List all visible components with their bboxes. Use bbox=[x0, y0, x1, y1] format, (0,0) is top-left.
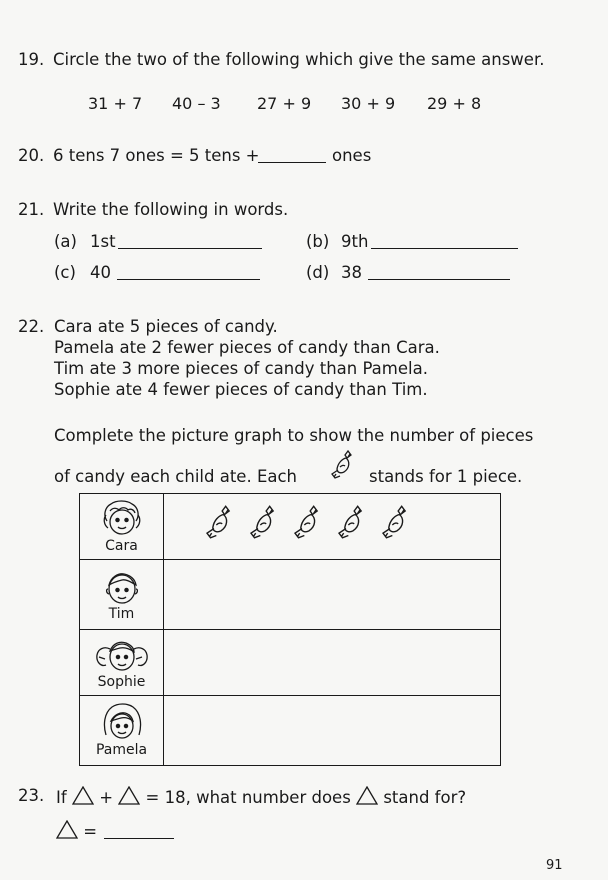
q23-if: If bbox=[56, 788, 67, 807]
triangle-icon bbox=[118, 786, 140, 805]
q21c-answer-blank[interactable] bbox=[117, 265, 260, 280]
candy-icon bbox=[204, 504, 238, 550]
q23-number: 23. bbox=[18, 786, 45, 805]
triangle-icon bbox=[356, 786, 378, 805]
q23-answer-eq: = bbox=[83, 822, 98, 841]
q23-answer-line bbox=[56, 820, 97, 841]
candy-row bbox=[164, 504, 500, 550]
q21-item-label: (d) bbox=[306, 263, 330, 282]
candy-icon bbox=[330, 449, 358, 485]
candy-icon bbox=[336, 504, 370, 550]
picture-graph bbox=[79, 493, 501, 766]
child-name: Tim bbox=[108, 606, 135, 622]
q22-instruction: Complete the picture graph to show the number of pieces bbox=[54, 426, 534, 445]
q21-text: Write the following in words. bbox=[53, 200, 289, 219]
q23-text bbox=[56, 786, 466, 807]
graph-row bbox=[80, 494, 501, 560]
graph-candy-area[interactable] bbox=[164, 494, 501, 560]
child-name: Cara bbox=[105, 538, 138, 554]
graph-child-cell bbox=[80, 494, 164, 560]
q19-expression[interactable]: 27 + 9 bbox=[257, 94, 312, 113]
child-name: Sophie bbox=[97, 674, 146, 690]
graph-row bbox=[80, 630, 501, 696]
q22-line: Pamela ate 2 fewer pieces of candy than Cara. bbox=[54, 338, 440, 357]
q19-number: 19. bbox=[18, 50, 45, 69]
q19-expression[interactable]: 31 + 7 bbox=[88, 94, 143, 113]
page-number: 91 bbox=[546, 858, 563, 873]
child-name: Pamela bbox=[95, 742, 148, 758]
q19-expression[interactable]: 40 – 3 bbox=[172, 94, 221, 113]
q20-text-after: ones bbox=[332, 146, 372, 165]
q21-item-label: (c) bbox=[54, 263, 76, 282]
triangle-icon bbox=[56, 820, 78, 839]
graph-row bbox=[80, 560, 501, 630]
graph-candy-area[interactable] bbox=[164, 630, 501, 696]
graph-candy-area[interactable] bbox=[164, 696, 501, 766]
q22-line: Sophie ate 4 fewer pieces of candy than Tim. bbox=[54, 380, 428, 399]
q21a-answer-blank[interactable] bbox=[118, 234, 262, 249]
q21-item-value: 38 bbox=[341, 263, 362, 282]
q23-equals: = 18, what number does bbox=[145, 788, 351, 807]
q23-plus: + bbox=[99, 788, 114, 807]
q21-item-value: 40 bbox=[90, 263, 111, 282]
q19-expression[interactable]: 30 + 9 bbox=[341, 94, 396, 113]
tim-face-icon bbox=[98, 567, 146, 607]
q23-end: stand for? bbox=[383, 788, 467, 807]
q21b-answer-blank[interactable] bbox=[371, 234, 518, 249]
q23-answer-blank[interactable] bbox=[104, 824, 174, 839]
triangle-icon bbox=[72, 786, 94, 805]
q22-line: Tim ate 3 more pieces of candy than Pamela. bbox=[54, 359, 428, 378]
q19-expression[interactable]: 29 + 8 bbox=[427, 94, 482, 113]
pamela-face-icon bbox=[98, 703, 146, 743]
q21-item-value: 1st bbox=[90, 232, 116, 251]
cara-face-icon bbox=[98, 499, 146, 539]
candy-icon bbox=[248, 504, 282, 550]
q20-answer-blank[interactable] bbox=[258, 148, 326, 163]
sophie-face-icon bbox=[94, 635, 150, 675]
q21-item-label: (b) bbox=[306, 232, 330, 251]
q22-instruction: stands for 1 piece. bbox=[369, 467, 523, 486]
q20-number: 20. bbox=[18, 146, 45, 165]
graph-child-cell bbox=[80, 560, 164, 630]
q20-text: 6 tens 7 ones = 5 tens + bbox=[53, 146, 260, 165]
candy-icon bbox=[292, 504, 326, 550]
q22-instruction: of candy each child ate. Each bbox=[54, 467, 298, 486]
q19-text: Circle the two of the following which give the same answer. bbox=[53, 50, 545, 69]
graph-candy-area[interactable] bbox=[164, 560, 501, 630]
graph-child-cell bbox=[80, 696, 164, 766]
graph-row bbox=[80, 696, 501, 766]
graph-child-cell bbox=[80, 630, 164, 696]
q21-number: 21. bbox=[18, 200, 45, 219]
q21d-answer-blank[interactable] bbox=[368, 265, 510, 280]
q22-line: Cara ate 5 pieces of candy. bbox=[54, 317, 278, 336]
q21-item-value: 9th bbox=[341, 232, 369, 251]
candy-icon bbox=[380, 504, 414, 550]
q22-number: 22. bbox=[18, 317, 45, 336]
q21-item-label: (a) bbox=[54, 232, 77, 251]
